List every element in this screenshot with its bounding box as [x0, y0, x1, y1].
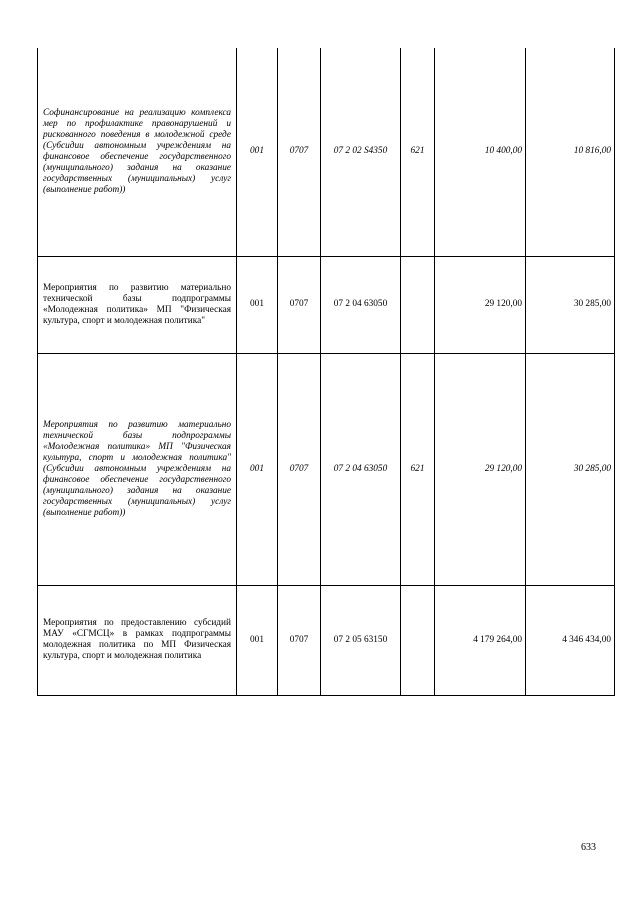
row-target-article: 07 2 04 63050 [321, 353, 401, 585]
row-target-article: 07 2 02 S4350 [321, 48, 401, 256]
row-department-code: 001 [237, 256, 278, 353]
table-row [38, 48, 615, 256]
row-expense-type: 621 [401, 353, 435, 585]
row-expense-type [401, 256, 435, 353]
page-number: 633 [581, 842, 596, 853]
row-name: Мероприятия по развитию материально технической базы подпрограммы «Молодежная политика» МП "Физическая культура, спорт и молодежная политика" (Субсидии автономным учреждениям на финансовое обеспечение государственного (муниципального) задания на оказание государственных (муниципальных) услуг (выполнение работ)) [38, 353, 237, 585]
row-sum-year-1: 4 179 264,00 [435, 585, 526, 695]
row-department-code: 001 [237, 585, 278, 695]
table-row [38, 256, 615, 353]
row-section-code: 0707 [278, 353, 321, 585]
table-row [38, 353, 615, 585]
budget-table [37, 48, 615, 696]
row-sum-year-2: 30 285,00 [526, 353, 615, 585]
row-expense-type [401, 585, 435, 695]
row-name: Мероприятия по развитию материально технической базы подпрограммы «Молодежная политика» МП "Физическая культура, спорт и молодежная политика" [38, 256, 237, 353]
row-target-article: 07 2 05 63150 [321, 585, 401, 695]
row-target-article: 07 2 04 63050 [321, 256, 401, 353]
row-sum-year-2: 10 816,00 [526, 48, 615, 256]
row-section-code: 0707 [278, 256, 321, 353]
row-name: Софинансирование на реализацию комплекса мер по профилактике правонарушений и рискованного поведения в молодежной среде (Субсидии автономным учреждениям на финансовое обеспечение государственного (муниципального) задания на оказание государственных (муниципальных) услуг (выполнение работ)) [38, 48, 237, 256]
row-department-code: 001 [237, 353, 278, 585]
row-expense-type: 621 [401, 48, 435, 256]
row-department-code: 001 [237, 48, 278, 256]
row-section-code: 0707 [278, 585, 321, 695]
row-sum-year-2: 4 346 434,00 [526, 585, 615, 695]
row-sum-year-1: 29 120,00 [435, 256, 526, 353]
row-sum-year-1: 10 400,00 [435, 48, 526, 256]
table-row [38, 585, 615, 695]
row-name: Мероприятия по предоставлению субсидий МАУ «СГМСЦ» в рамках подпрограммы молодежная политика по МП Физическая культура, спорт и молодежная политика [38, 585, 237, 695]
row-sum-year-1: 29 120,00 [435, 353, 526, 585]
row-section-code: 0707 [278, 48, 321, 256]
row-sum-year-2: 30 285,00 [526, 256, 615, 353]
